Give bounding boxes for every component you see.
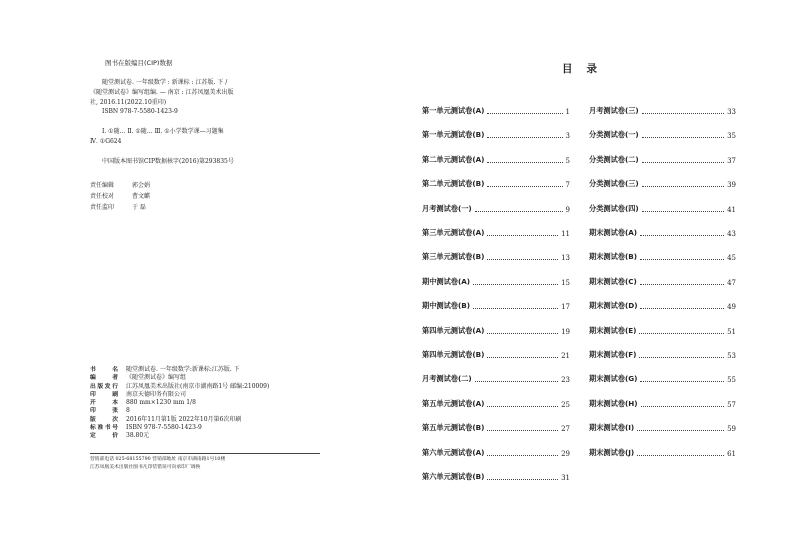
info-row xyxy=(90,416,269,424)
spacer xyxy=(90,117,305,127)
staff-row xyxy=(90,180,150,191)
toc-entry-label: 期末测试卷(H) xyxy=(589,398,638,408)
toc-entry[interactable] xyxy=(422,275,570,287)
toc-entry[interactable] xyxy=(589,397,736,409)
toc-entry[interactable] xyxy=(422,324,570,336)
info-row xyxy=(90,432,269,440)
toc-leader-dots xyxy=(637,455,724,456)
info-value: 2016年11月第1版 2022年10月第6次印刷 xyxy=(126,415,242,423)
info-key: 定价 xyxy=(90,433,118,440)
toc-entry-page: 5 xyxy=(565,156,570,165)
toc-leader-dots xyxy=(641,406,725,407)
toc-title: 目录 xyxy=(562,63,611,75)
toc-entry-label: 期末测试卷(C) xyxy=(589,276,637,286)
toc-entry-page: 7 xyxy=(565,181,570,190)
toc-entry-label: 第五单元测试卷(A) xyxy=(422,398,485,408)
toc-entry[interactable] xyxy=(422,177,570,189)
toc-entry-page: 1 xyxy=(565,108,570,116)
toc-entry-label: 分类测试卷(二) xyxy=(589,154,639,164)
toc-leader-dots xyxy=(642,162,724,163)
toc-entry-label: 期末测试卷(F) xyxy=(589,350,637,359)
toc-leader-dots xyxy=(640,308,724,309)
toc-entry[interactable] xyxy=(422,372,570,384)
toc-entry-page: 17 xyxy=(561,303,570,312)
toc-entry-page: 25 xyxy=(561,400,570,409)
toc-leader-dots xyxy=(487,186,562,187)
toc-entry-label: 期末测试卷(E) xyxy=(589,325,637,335)
toc-entry[interactable] xyxy=(422,299,570,311)
toc-leader-dots xyxy=(475,381,558,382)
toc-entry[interactable] xyxy=(422,250,570,262)
info-key: 标准书号 xyxy=(90,425,118,432)
toc-leader-dots xyxy=(637,430,724,431)
toc-leader-dots xyxy=(640,284,724,285)
toc-entry[interactable] xyxy=(422,348,570,360)
toc-entry-page: 49 xyxy=(727,303,736,312)
toc-entry-label: 期末测试卷(B) xyxy=(589,252,637,262)
toc-entry[interactable] xyxy=(589,348,736,360)
staff-role: 责任校对 xyxy=(90,193,115,200)
toc-entry[interactable] xyxy=(589,446,736,458)
toc-entry-page: 57 xyxy=(727,400,736,409)
toc-entry[interactable] xyxy=(589,153,736,165)
toc-leader-dots xyxy=(640,381,724,382)
toc-entry-page: 47 xyxy=(727,278,736,287)
toc-leader-dots xyxy=(487,430,558,431)
toc-leader-dots xyxy=(487,455,558,456)
toc-leader-dots xyxy=(639,357,724,358)
toc-entry-page: 53 xyxy=(727,352,736,360)
toc-entry-label: 第四单元测试卷(A) xyxy=(422,325,485,335)
cip-line: Ⅳ. ①G624 xyxy=(90,137,122,145)
toc-leader-dots xyxy=(487,406,558,407)
toc-leader-dots xyxy=(475,211,563,212)
toc-entry-label: 期末测试卷(D) xyxy=(589,301,638,311)
toc-leader-dots xyxy=(642,137,724,138)
cip-line: 随堂测试卷. 一年级数学 : 新课标 : 江苏版. 下 / xyxy=(102,79,228,86)
toc-entry-page: 15 xyxy=(561,278,570,287)
toc-entry[interactable] xyxy=(589,177,736,189)
toc-entry-page: 39 xyxy=(727,181,736,190)
toc-entry-label: 第四单元测试卷(B) xyxy=(422,350,485,359)
toc-leader-dots xyxy=(473,308,558,309)
staff-name: 郭会娟 xyxy=(132,182,151,189)
toc-entry[interactable] xyxy=(422,104,570,116)
info-key: 印张 xyxy=(90,408,118,415)
info-value: 《随堂测试卷》编写组 xyxy=(126,374,187,382)
info-row xyxy=(90,424,269,432)
toc-entry-page: 59 xyxy=(727,425,736,434)
toc-page xyxy=(395,0,790,558)
info-key: 印刷 xyxy=(90,391,118,398)
info-key: 出版发行 xyxy=(90,383,118,390)
info-value: ISBN 978-7-5580-1423-9 xyxy=(126,424,202,432)
toc-entry[interactable] xyxy=(422,226,570,238)
toc-entry[interactable] xyxy=(589,324,736,336)
toc-leader-dots xyxy=(640,259,724,260)
toc-entry-label: 期中测试卷(A) xyxy=(422,276,471,286)
toc-entry[interactable] xyxy=(589,421,736,433)
info-key: 编者 xyxy=(90,375,118,382)
spacer xyxy=(90,147,305,157)
toc-leader-dots xyxy=(487,333,558,334)
toc-entry-label: 期中测试卷(B) xyxy=(422,301,470,311)
staff-role: 责任编辑 xyxy=(90,182,115,189)
toc-entry-page: 41 xyxy=(727,205,736,214)
staff-name: 于 磊 xyxy=(132,204,146,211)
toc-entry-page: 21 xyxy=(561,352,570,360)
toc-entry-page: 29 xyxy=(561,449,570,458)
toc-entry-label: 第六单元测试卷(B) xyxy=(422,472,485,481)
toc-entry[interactable] xyxy=(589,202,736,214)
toc-leader-dots xyxy=(487,162,562,163)
toc-entry-page: 31 xyxy=(561,474,570,482)
toc-entry-label: 第一单元测试卷(B) xyxy=(422,130,485,140)
toc-entry-label: 第三单元测试卷(A) xyxy=(422,228,485,237)
toc-entry[interactable] xyxy=(589,250,736,262)
info-value: 南京天德印务有限公司 xyxy=(126,390,187,398)
info-key: 开本 xyxy=(90,400,118,407)
info-key: 书名 xyxy=(90,367,118,373)
staff-row xyxy=(90,191,150,202)
staff-row xyxy=(90,202,150,213)
info-value: 江苏凤凰美术出版社(南京市湖南路1号 邮编:210009) xyxy=(126,382,270,390)
toc-entry[interactable] xyxy=(422,446,570,458)
toc-entry-label: 月考测试卷(三) xyxy=(589,106,639,115)
toc-entry-label: 期末测试卷(A) xyxy=(589,228,638,237)
publication-info xyxy=(90,366,269,441)
toc-entry-page: 43 xyxy=(727,230,736,238)
toc-entry-label: 期末测试卷(J) xyxy=(589,447,635,457)
footer-note xyxy=(90,453,320,472)
info-value: 随堂测试卷. 一年级数学:新课标:江苏版. 下 xyxy=(126,366,240,373)
toc-leader-dots xyxy=(642,113,724,114)
cip-title: 图书在版编目(CIP)数据 xyxy=(105,59,173,67)
cip-line: 中国版本图书馆CIP数据核字(2016)第293835号 xyxy=(102,157,234,165)
toc-entry-label: 第二单元测试卷(B) xyxy=(422,179,485,189)
toc-entry-label: 第三单元测试卷(B) xyxy=(422,252,485,262)
toc-leader-dots xyxy=(487,137,562,138)
toc-entry-page: 3 xyxy=(565,132,570,141)
toc-entry[interactable] xyxy=(589,226,736,238)
toc-entry-label: 第六单元测试卷(A) xyxy=(422,447,485,457)
toc-entry-label: 月考测试卷(一) xyxy=(422,203,472,213)
toc-entry-page: 13 xyxy=(561,254,570,263)
toc-leader-dots xyxy=(640,235,724,236)
toc-entry[interactable] xyxy=(422,128,570,140)
toc-entry-label: 期末测试卷(G) xyxy=(589,374,638,384)
toc-leader-dots xyxy=(487,259,558,260)
toc-entry-label: 第二单元测试卷(A) xyxy=(422,154,485,164)
toc-entry-page: 61 xyxy=(727,449,736,458)
toc-entry-page: 27 xyxy=(561,425,570,434)
info-value: 8 xyxy=(126,407,130,415)
toc-leader-dots xyxy=(487,235,558,236)
toc-leader-dots xyxy=(639,333,724,334)
toc-entry-page: 11 xyxy=(561,230,570,238)
toc-entry-page: 45 xyxy=(727,254,736,263)
toc-entry-label: 月考测试卷(二) xyxy=(422,374,472,384)
cip-line: 《随堂测试卷》编写组编. — 南京 : 江苏凤凰美术出版 xyxy=(90,88,234,96)
info-row xyxy=(90,407,269,415)
toc-leader-dots xyxy=(642,211,724,212)
toc-entry[interactable] xyxy=(422,470,570,482)
toc-entry[interactable] xyxy=(422,397,570,409)
toc-leader-dots xyxy=(487,479,558,480)
toc-entry-label: 第一单元测试卷(A) xyxy=(422,106,485,115)
toc-entry-label: 分类测试卷(三) xyxy=(589,179,639,189)
info-row xyxy=(90,391,269,399)
cip-line: ISBN 978-7-5580-1423-9 xyxy=(102,108,178,116)
toc-entry[interactable] xyxy=(422,421,570,433)
footer-line: 营销部电话 025-68155790 营销部地址 南京市湖南路1号10楼 xyxy=(90,457,226,462)
toc-entry[interactable] xyxy=(422,202,570,214)
staff-list xyxy=(90,180,150,213)
toc-leader-dots xyxy=(487,113,562,114)
toc-entry-page: 37 xyxy=(727,156,736,165)
toc-entry[interactable] xyxy=(589,104,736,116)
toc-entry-page: 35 xyxy=(727,132,736,141)
footer-line: 江苏凤凰美术出版社图书凡印装错误可向承印厂调换 xyxy=(90,465,201,470)
toc-entry[interactable] xyxy=(422,153,570,165)
staff-role: 责任监印 xyxy=(90,204,115,211)
toc-entry[interactable] xyxy=(589,299,736,311)
toc-entry-page: 33 xyxy=(727,108,736,116)
toc-entry-label: 分类测试卷(四) xyxy=(589,203,639,213)
cip-record xyxy=(90,78,305,167)
toc-entry-label: 期末测试卷(I) xyxy=(589,423,635,433)
toc-entry-page: 9 xyxy=(565,205,570,214)
staff-name: 曹文麒 xyxy=(132,193,151,200)
info-row xyxy=(90,374,269,382)
toc-entry-label: 第五单元测试卷(B) xyxy=(422,423,485,433)
info-key: 版次 xyxy=(90,416,118,423)
toc-entry-page: 19 xyxy=(561,327,570,336)
cip-line: 社, 2016.11(2022.10重印) xyxy=(90,98,167,106)
toc-entry[interactable] xyxy=(589,372,736,384)
toc-entry-page: 51 xyxy=(727,327,736,336)
toc-entry-label: 分类测试卷(一) xyxy=(589,130,639,140)
cip-line: Ⅰ. ①随… Ⅱ. ①随… Ⅲ. ①小学数学课—习题集 xyxy=(102,128,224,136)
toc-entry-page: 55 xyxy=(727,376,736,385)
toc-entry-page: 23 xyxy=(561,376,570,385)
toc-leader-dots xyxy=(473,284,558,285)
toc-entry[interactable] xyxy=(589,128,736,140)
info-row xyxy=(90,399,269,407)
toc-entry[interactable] xyxy=(589,275,736,287)
toc-leader-dots xyxy=(487,357,558,358)
info-row xyxy=(90,383,269,391)
toc-leader-dots xyxy=(642,186,724,187)
info-value: 880 mm×1230 mm 1/8 xyxy=(126,399,196,407)
info-value: 38.80元 xyxy=(126,432,150,440)
